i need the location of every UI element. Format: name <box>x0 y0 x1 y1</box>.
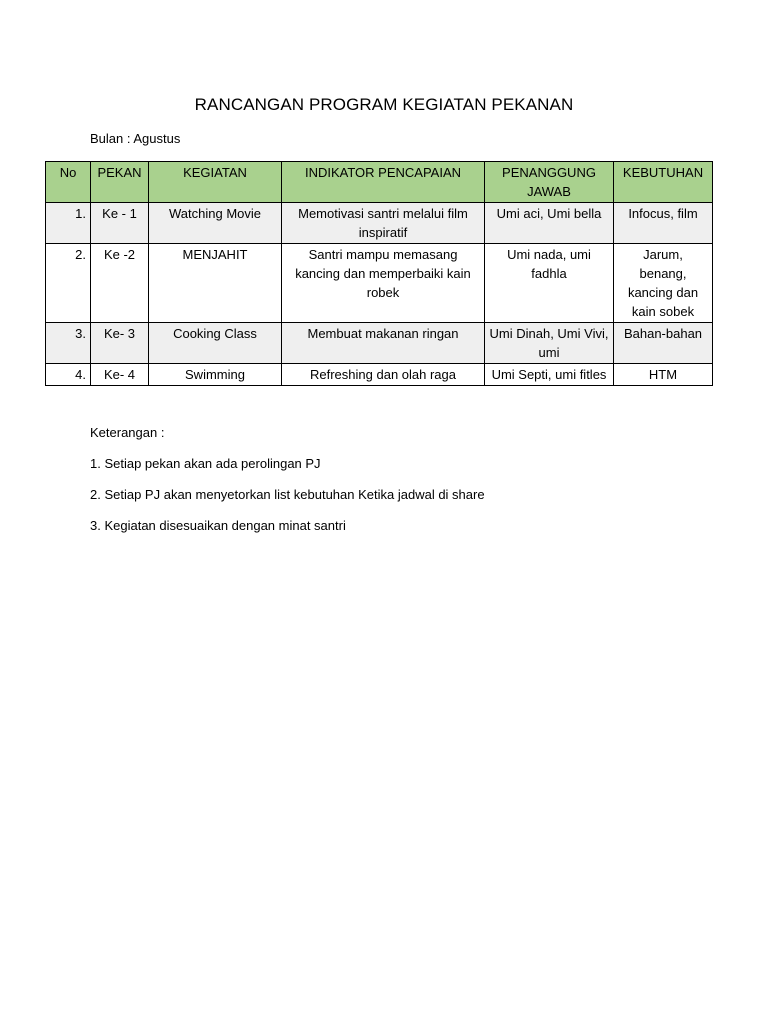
cell-kebutuhan: HTM <box>614 364 713 386</box>
header-no: No <box>46 162 91 203</box>
table-row <box>46 203 713 244</box>
cell-pekan: Ke- 3 <box>91 323 149 364</box>
cell-kegiatan: Watching Movie <box>149 203 282 244</box>
header-pekan: PEKAN <box>91 162 149 203</box>
header-kebutuhan: KEBUTUHAN <box>614 162 713 203</box>
note-item: 2. Setiap PJ akan menyetorkan list kebutuhan Ketika jadwal di share <box>90 487 485 502</box>
table-row <box>46 244 713 323</box>
month-line: Bulan : Agustus <box>90 131 181 146</box>
header-kegiatan: KEGIATAN <box>149 162 282 203</box>
cell-no: 4. <box>46 364 91 386</box>
cell-indikator: Memotivasi santri melalui film inspiratif <box>282 203 485 244</box>
page-title: RANCANGAN PROGRAM KEGIATAN PEKANAN <box>194 95 574 114</box>
cell-kebutuhan: Bahan-bahan <box>614 323 713 364</box>
cell-kebutuhan: Infocus, film <box>614 203 713 244</box>
cell-pekan: Ke- 4 <box>91 364 149 386</box>
notes-section <box>90 424 485 548</box>
program-table <box>45 161 713 386</box>
cell-kegiatan: Swimming <box>149 364 282 386</box>
note-item: 3. Kegiatan disesuaikan dengan minat santri <box>90 518 346 533</box>
header-penanggung-jawab: PENANGGUNG JAWAB <box>485 162 614 203</box>
cell-indikator: Membuat makanan ringan <box>282 323 485 364</box>
cell-pekan: Ke -2 <box>91 244 149 323</box>
cell-pekan: Ke - 1 <box>91 203 149 244</box>
cell-indikator: Refreshing dan olah raga <box>282 364 485 386</box>
cell-penanggung-jawab: Umi Dinah, Umi Vivi, umi <box>485 323 614 364</box>
table-row <box>46 364 713 386</box>
cell-kegiatan: Cooking Class <box>149 323 282 364</box>
header-indikator: INDIKATOR PENCAPAIAN <box>282 162 485 203</box>
cell-penanggung-jawab: Umi aci, Umi bella <box>485 203 614 244</box>
cell-no: 3. <box>46 323 91 364</box>
cell-kebutuhan: Jarum, benang, kancing dan kain sobek <box>614 244 713 323</box>
cell-penanggung-jawab: Umi nada, umi fadhla <box>485 244 614 323</box>
cell-no: 2. <box>46 244 91 323</box>
cell-no: 1. <box>46 203 91 244</box>
cell-kegiatan: MENJAHIT <box>149 244 282 323</box>
table-row <box>46 323 713 364</box>
note-item: 1. Setiap pekan akan ada perolingan PJ <box>90 456 321 471</box>
notes-heading: Keterangan : <box>90 425 165 440</box>
table-header-row <box>46 162 713 203</box>
cell-penanggung-jawab: Umi Septi, umi fitles <box>485 364 614 386</box>
cell-indikator: Santri mampu memasang kancing dan memperbaiki kain robek <box>282 244 485 323</box>
